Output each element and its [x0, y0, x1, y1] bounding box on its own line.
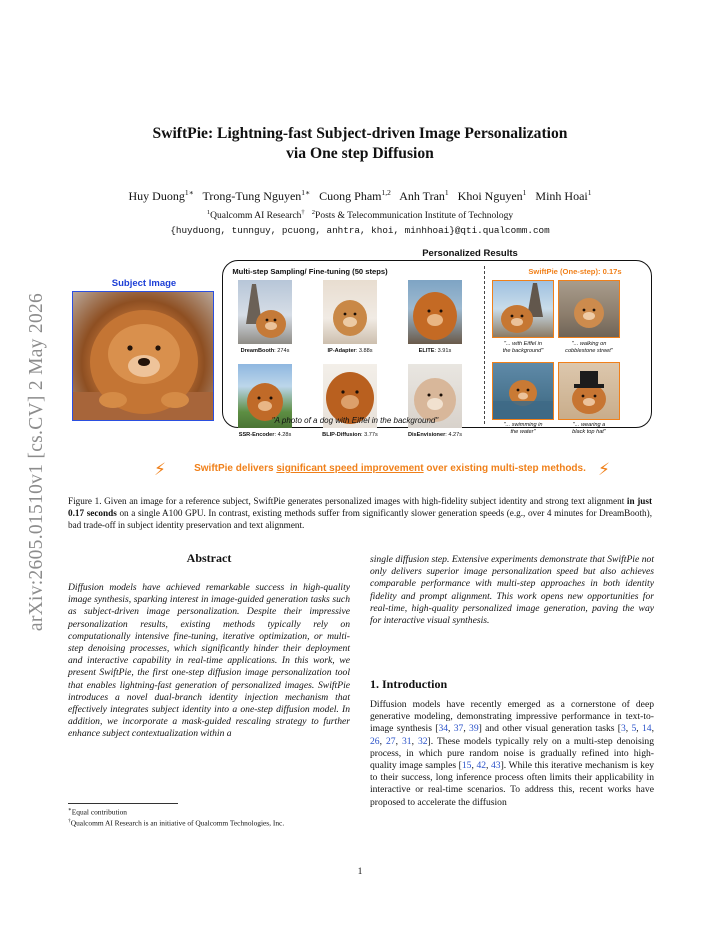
figure-heading: Personalized Results: [422, 248, 518, 259]
speed-claim: [180, 463, 600, 474]
abstract-body: Diffusion models have achieved remarkable success in high-quality image synthesis, sparking interest in image-guided generation tasks such as subject-driven image personalization. Despite their impressive personalization results, existing methods typically rely on computationally intensive fine-tuning, iterative optimization, or multi-step denoising processes, which significantly hinder their deployment and interactive capability in real-time applications. In this work, we present SwiftPie, the first one-step diffusion image personalization tool that enables lightning-fast generation of personalized images. SwiftPie introduces a novel dual-branch identity injection mechanism that effectively integrates subject identity into a one-step diffusion model. In addition, we incorporate a mask-guided rescaling strategy to further enhance subject contextualization within a: [68, 582, 350, 740]
lightning-icon: ⚡: [598, 460, 610, 479]
method-name: SSR-Encoder: [238, 432, 275, 438]
dog-image: [408, 280, 462, 344]
author-sup: 1: [587, 188, 592, 197]
thumb-dreambooth: [238, 280, 292, 344]
method-time: : 3.77s: [361, 432, 378, 438]
author-sup: 1∗: [184, 188, 194, 197]
lightning-icon: ⚡: [154, 460, 166, 479]
citation-link[interactable]: 15: [461, 760, 472, 772]
citation-link[interactable]: 34: [438, 723, 449, 735]
speed-post: over existing multi-step methods.: [423, 463, 586, 474]
prompt-line: the background": [502, 348, 544, 354]
speed-pre: SwiftPie delivers: [194, 463, 277, 474]
method-name: IP-Adapter: [327, 348, 356, 354]
citation-link[interactable]: 31: [401, 735, 412, 747]
method-caption: [228, 348, 302, 354]
method-name: BLIP-Diffusion: [322, 432, 362, 438]
swiftpie-prompt-caption: [556, 341, 622, 355]
citation-link[interactable]: 26: [370, 735, 380, 747]
author-name: Huy Duong: [128, 189, 185, 203]
method-time: : 4.28s: [274, 432, 292, 438]
page-number: 1: [357, 866, 363, 877]
swiftpie-label: SwiftPie (One-step): 0.17s: [528, 267, 622, 276]
swiftpie-prompt-caption: [490, 341, 556, 355]
caption-text: on a single A100 GPU. In contrast, existing methods suffer from significantly slower generation speeds (e.g., over 4 minutes for DreamBooth), bad trade-off in subject identity preservation and text alignment.: [68, 507, 652, 530]
thumb-ip-adapter: [323, 280, 377, 344]
footnote-1: [68, 806, 350, 817]
method-caption: [398, 348, 472, 354]
thumb-swiftpie-eiffel: [492, 280, 554, 338]
author-name: Trong-Tung Nguyen: [202, 189, 302, 203]
author-name: Khoi Nguyen: [457, 189, 523, 203]
chow-chow-illustration: [73, 292, 214, 421]
thumb-swiftpie-top-hat: [558, 362, 620, 420]
figure-caption: [68, 496, 652, 531]
subject-image-label: Subject Image: [111, 278, 177, 289]
eiffel-dog-image: [493, 281, 553, 337]
method-name: DisEnvisioner: [407, 432, 446, 438]
prompt-line: "... swimming in: [503, 422, 543, 428]
method-caption: [313, 432, 387, 438]
author-name: Anh Tran: [399, 189, 445, 203]
caption-bold: in just 0.17 seconds: [68, 496, 653, 518]
author-sup: 1: [522, 188, 527, 197]
prompt-line: cobblestone street": [565, 348, 613, 354]
intro-text: ]. These models typically rely on a multi-step denoising process, in which pure random noise is gradually refined into high-quality image samples [: [370, 735, 655, 772]
author-sup: 1: [444, 188, 449, 197]
intro-text: ] and other visual generation tasks [: [478, 723, 621, 735]
author-name: Cuong Pham: [319, 189, 382, 203]
thumb-swiftpie-water: [492, 362, 554, 420]
prompt-line: the water": [510, 429, 536, 435]
method-caption: [313, 348, 387, 354]
citation-link[interactable]: 32: [417, 735, 428, 747]
method-name: ELITE: [418, 348, 435, 354]
author-name: Minh Hoai: [535, 189, 588, 203]
author-list: [60, 188, 660, 204]
dog-image: [559, 281, 619, 337]
title-line-2: via One step Diffusion: [286, 145, 434, 162]
dog-image: [323, 280, 377, 344]
footnotes: [68, 806, 350, 828]
method-time: : 3.91s: [434, 348, 452, 354]
multi-step-label: Multi-step Sampling/ Fine-tuning (50 steps): [232, 267, 388, 276]
caption-text: Figure 1. Given an image for a reference subject, SwiftPie generates personalized images with high-fidelity subject identity and strong text alignment: [68, 496, 627, 506]
figure-prompt: "A photo of a dog with Eiffel in the background": [271, 416, 439, 425]
top-hat-dog-image: [559, 363, 619, 419]
thumb-swiftpie-cobblestone: [558, 280, 620, 338]
method-name: DreamBooth: [240, 348, 275, 354]
intro-text: Diffusion models have recently emerged as a cornerstone of deep generative modeling, demonstrating impressive performance in text-to-image synthesis [: [370, 699, 654, 735]
paper-title: [80, 124, 640, 164]
speed-emphasis: significant speed improvement: [276, 463, 424, 474]
citation-link[interactable]: 39: [469, 723, 479, 735]
abstract-heading: Abstract: [186, 551, 232, 565]
arxiv-stamp: [22, 262, 52, 662]
affil-2: Posts & Telecommunication Institute of Technology: [315, 211, 514, 222]
arxiv-id: arXiv:2605.01510v1 [cs.CV] 2 May 2026: [26, 292, 48, 632]
citation-link[interactable]: 14: [642, 723, 652, 735]
prompt-line: black top hat": [572, 429, 606, 435]
swiftpie-prompt-caption: [490, 422, 556, 436]
figure-1: [70, 248, 650, 488]
affil-sup: 1: [206, 209, 211, 216]
footnote-rule: [68, 803, 178, 804]
method-time: : 3.88s: [355, 348, 373, 354]
panel-divider: [484, 266, 485, 424]
citation-link[interactable]: 42: [476, 760, 487, 772]
intro-heading: 1. Introduction: [370, 677, 448, 691]
prompt-line: "... with Eiffel in: [503, 341, 543, 347]
footnote-text: Equal contribution: [71, 807, 127, 817]
author-sup: 1∗: [301, 188, 311, 197]
swimming-dog-image: [493, 363, 553, 419]
prompt-line: "... wearing a: [572, 422, 606, 428]
email-list: {huyduong, tunnguy, pcuong, anhtra, khoi, minhhoai}@qti.qualcomm.com: [170, 225, 550, 236]
intro-body: Diffusion models have recently emerged as a cornerstone of deep generative modeling, demonstrating impressive performance in text-to-image synthesis [34, 37, 39] and other visual generation tasks [3, 5, 14, 26, 27, 31, 32]. These models typically rely on a multi-step denoising process, in which pure random noise is gradually refined into high-quality image samples [15, 42, 43]. While this iterative mechanism is key to their success, long inference process often limits their applicability in interactive or real-time scenarios. To address this, recent works have proposed to accelerate the diffusion: [370, 699, 655, 808]
footnote-text: Qualcomm AI Research is an initiative of Qualcomm Technologies, Inc.: [70, 818, 285, 828]
affiliations: [60, 209, 660, 221]
method-time: : 274s: [274, 348, 290, 354]
footnote-mark: ∗: [68, 807, 72, 813]
method-caption: [228, 432, 302, 438]
citation-link[interactable]: 43: [491, 760, 501, 772]
abstract-continuation: single diffusion step. Extensive experiments demonstrate that SwiftPie not only delivers superior image personalization speed but also achieves comparable performance with multi-step approaches in both identity fidelity and prompt alignment. This work opens new opportunities for real-time, high-quality personalized image generation, paving the way for interactive visual synthesis.: [370, 554, 654, 627]
title-line-1: SwiftPie: Lightning-fast Subject-driven Image Personalization: [152, 125, 568, 142]
subject-image: [72, 291, 214, 421]
thumb-elite: [408, 280, 462, 344]
affil-sup: 2: [311, 209, 316, 216]
citation-link[interactable]: 5: [631, 723, 637, 735]
prompt-line: "... walking on: [571, 341, 607, 347]
citation-link[interactable]: 37: [453, 723, 464, 735]
affil-1: Qualcomm AI Research: [210, 211, 302, 222]
citation-link[interactable]: 3: [621, 723, 626, 735]
footnote-mark: †: [68, 817, 71, 824]
affil-mark: †: [301, 209, 305, 216]
eiffel-dog-image: [238, 280, 292, 344]
method-time: : 4.27s: [445, 432, 463, 438]
method-caption: [398, 432, 472, 438]
footnote-2: [68, 817, 350, 828]
citation-link[interactable]: 27: [385, 735, 396, 747]
swiftpie-prompt-caption: [556, 422, 622, 436]
author-sup: 1,2: [381, 188, 391, 197]
intro-text: ]. While this iterative mechanism is key to their success, long inference process often limits their applicability in interactive or real-time scenarios. To address this, recent works have proposed to accelerate the diffusion: [370, 760, 655, 808]
